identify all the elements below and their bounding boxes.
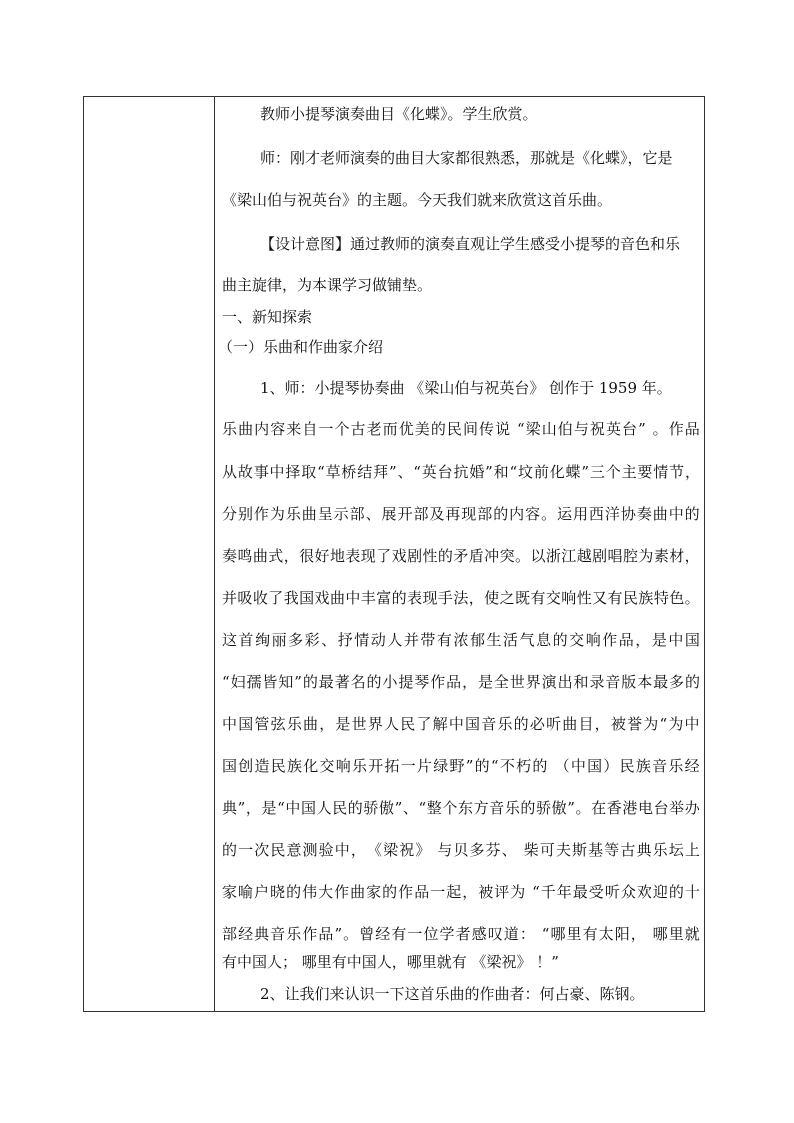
subsection-heading: （一）乐曲和作曲家介绍 xyxy=(218,338,384,356)
text-line: 这 首 绚 丽 多 彩 、 抒 情 动 人 并 带 有 浓 郁 生 活 气 息 的 交 响 作 品 ， 是 中 国 xyxy=(222,631,700,649)
lesson-table xyxy=(83,96,705,1012)
text-line: 分 别 作 为 乐 曲 呈 示 部 、 展 开 部 及 再 现 部 的 内 容 。 运 用 西 洋 协 奏 曲 中 的 xyxy=(222,505,700,523)
column-divider xyxy=(214,97,215,1011)
text-line: 【设计意图】通过教师的演奏直观让学生感受小提琴的音色和乐 xyxy=(260,235,681,253)
section-heading: 一、新知探索 xyxy=(222,308,313,326)
text-line: 曲主旋律，为本课学习做铺垫。 xyxy=(222,276,433,294)
text-line: 奏 鸣 曲 式 ， 很 好 地 表 现 了 戏 剧 性 的 矛 盾 冲 突 。 以 浙 江 越 剧 唱 腔 为 素 材 ， xyxy=(222,547,700,565)
text-line: 从 故 事 中 择 取 “ 草 桥 结 拜 ” 、 “ 英 台 抗 婚 ” 和 “ 坟 前 化 蝶 ” 三 个 主 要 情 节 ， xyxy=(222,463,700,481)
text-line: 并 吸 收 了 我 国 戏 曲 中 丰 富 的 表 现 手 法 ， 使 之 既 有 交 响 性 又 有 民 族 特 色 。 xyxy=(222,589,700,607)
text-line: 1、师：小提琴协奏曲 《梁山伯与祝英台》 创作于 1959 年。 xyxy=(260,379,672,397)
text-line: 中 国 管 弦 乐 曲 ， 是 世 界 人 民 了 解 中 国 音 乐 的 必 听 曲 目 ， 被 誉 为 “ 为 中 xyxy=(222,715,700,733)
text-line: 部 经 典 音 乐 作 品 ” 。 曾 经 有 一 位 学 者 感 叹 道 ： “ 哪 里 有 太 阳 ， 哪 里 就 xyxy=(222,925,700,943)
text-line: 家 喻 户 晓 的 伟 大 作 曲 家 的 作 品 一 起 ， 被 评 为 “ 千 年 最 受 听 众 欢 迎 的 十 xyxy=(222,883,700,901)
text-line: 乐 曲 内 容 来 自 一 个 古 老 而 优 美 的 民 间 传 说 “ 梁 山 伯 与 祝 英 台 ” 。 作 品 xyxy=(222,420,700,438)
text-line: “ 妇 孺 皆 知 ” 的 最 著 名 的 小 提 琴 作 品 ， 是 全 世 界 演 出 和 录 音 版 本 最 多 的 xyxy=(222,673,700,691)
text-line: 国 创 造 民 族 化 交 响 乐 开 拓 一 片 绿 野 ” 的 “ 不 朽 的 （ 中 国 ） 民 族 音 乐 经 xyxy=(222,757,700,775)
text-line: 的 一 次 民 意 测 验 中 ， 《 梁 祝 》 与 贝 多 芬 、 柴 可 夫 斯 基 等 古 典 乐 坛 上 xyxy=(222,841,700,859)
text-line: 《梁山伯与祝英台》的主题。今天我们就来欣赏这首乐曲。 xyxy=(222,191,613,209)
text-line: 典 ” ， 是 “ 中 国 人 民 的 骄 傲 ” 、 “ 整 个 东 方 音 乐 的 骄 傲 ” 。 在 香 港 电 台 举 办 xyxy=(222,799,700,817)
text-line: 2、让我们来认识一下这首乐曲的作曲者：何占豪、陈钢。 xyxy=(260,985,645,1003)
text-line: 教师小提琴演奏曲目《化蝶》。学生欣赏。 xyxy=(260,105,538,123)
text-line: 有中国人； 哪里有中国人，哪里就有 《梁祝》 ！” xyxy=(222,953,559,971)
text-line: 师：刚才老师演奏的曲目大家都很熟悉，那就是《化蝶》，它是 xyxy=(260,149,673,167)
